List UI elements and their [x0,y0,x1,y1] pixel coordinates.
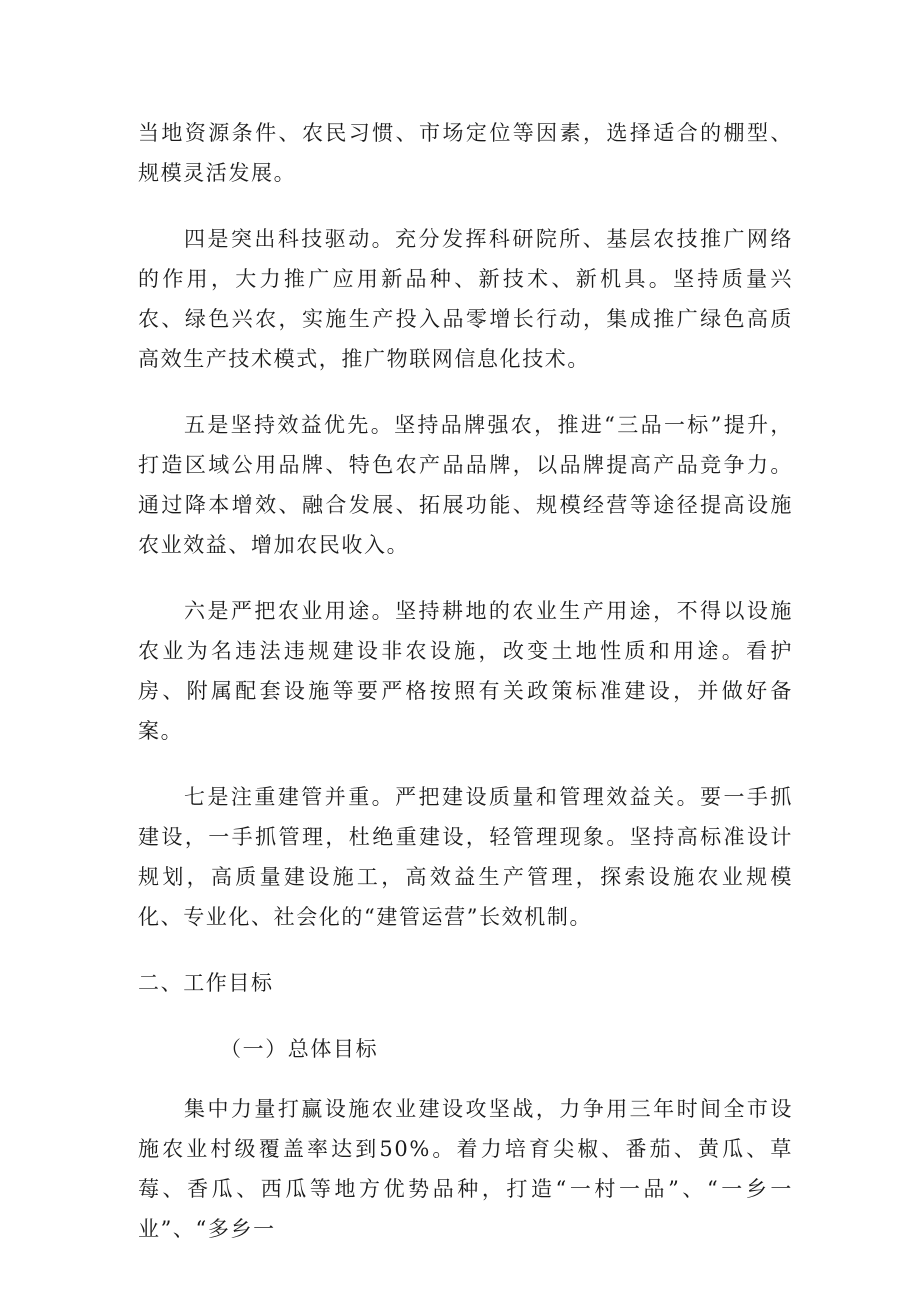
subsection-heading: （一）总体目标 [220,1037,379,1061]
paragraph-continuation: 当地资源条件、农民习惯、市场定位等因素，选择适合的棚型、规模灵活发展。 [138,121,793,185]
paragraph-build-and-manage: 七是注重建管并重。严把建设质量和管理效益关。要一手抓建设，一手抓管理，杜绝重建设，轻管理现象。坚持高标准设计规划，高质量建设施工，高效益生产管理，探索设施农业规模化、专业化、社会化的“建管运营”长效机制。 [138,785,793,929]
section-heading: 二、工作目标 [138,971,274,995]
paragraph-tech-driven: 四是突出科技驱动。充分发挥科研院所、基层农技推广网络的作用，大力推广应用新品种、新技术、新机具。坚持质量兴农、绿色兴农，实施生产投入品零增长行动，集成推广绿色高质高效生产技术模式，推广物联网信息化技术。 [138,227,793,371]
paragraph-agricultural-use: 六是严把农业用途。坚持耕地的农业生产用途，不得以设施农业为名违法违规建设非农设施，改变土地性质和用途。看护房、附属配套设施等要严格按照有关政策标准建设，并做好备案。 [138,599,793,743]
paragraph-overall-goal: 集中力量打赢设施农业建设攻坚战，力争用三年时间全市设施农业村级覆盖率达到50%。着力培育尖椒、番茄、黄瓜、草莓、香瓜、西瓜等地方优势品种，打造“一村一品”、“一乡一业”、“多乡一 [138,1097,793,1241]
paragraph-benefit-first: 五是坚持效益优先。坚持品牌强农，推进“三品一标”提升，打造区域公用品牌、特色农产品品牌，以品牌提高产品竞争力。通过降本增效、融合发展、拓展功能、规模经营等途径提高设施农业效益、增加农民收入。 [138,413,793,557]
document-body [138,113,793,1275]
